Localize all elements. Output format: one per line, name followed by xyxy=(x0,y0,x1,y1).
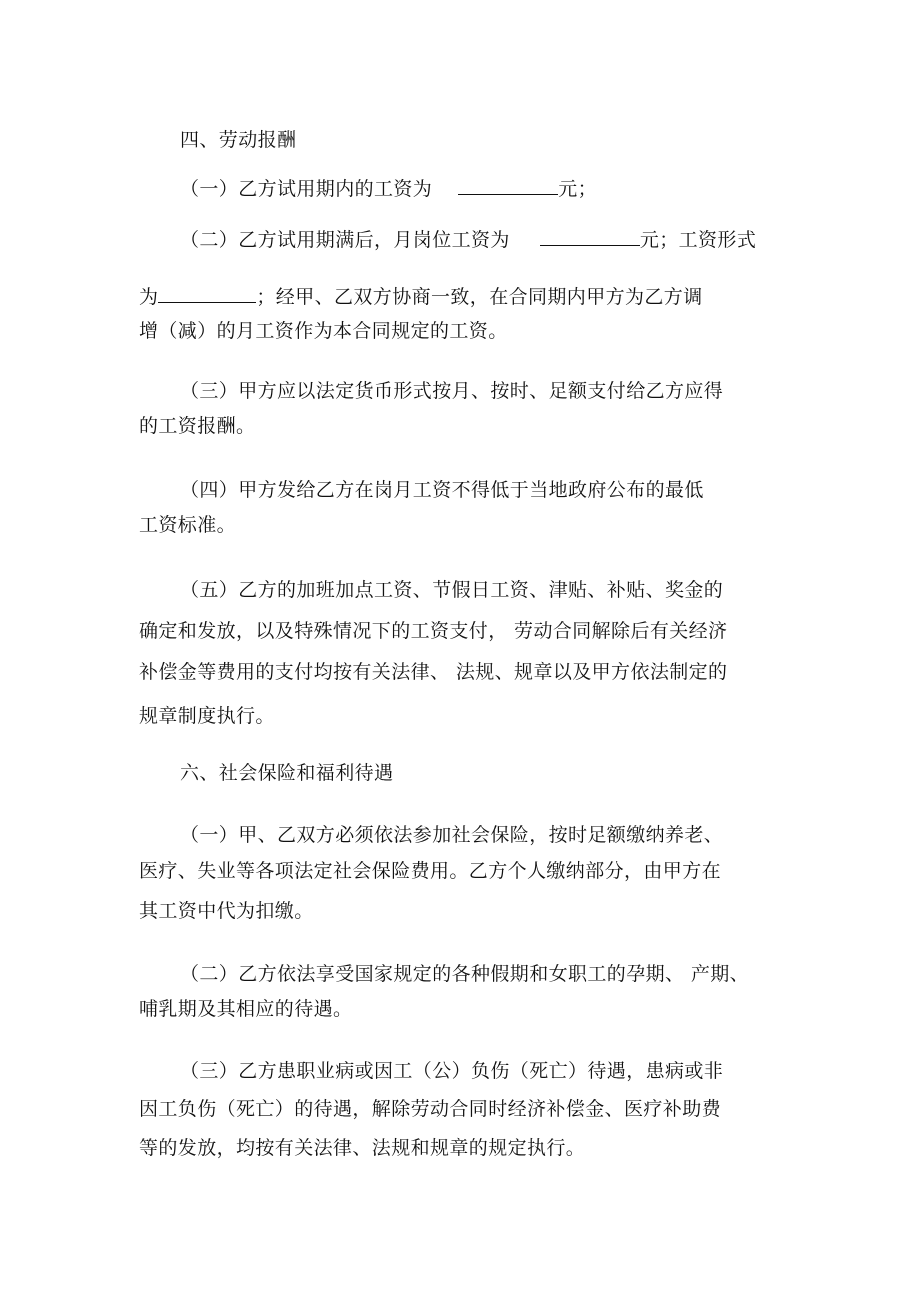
paragraph-leave-line1: （二）乙方依法享受国家规定的各种假期和女职工的孕期、 产期、 xyxy=(180,963,750,985)
paragraph-overtime-line1: （五）乙方的加班加点工资、节假日工资、津贴、补贴、奖金的 xyxy=(180,579,724,601)
paragraph-leave-line2: 哺乳期及其相应的待遇。 xyxy=(139,998,353,1020)
paragraph-post-salary-line2: 为 ；经甲、乙双方协商一致，在合同期内甲方为乙方调 xyxy=(139,286,703,308)
section-heading-social-insurance xyxy=(180,761,393,785)
heading-text: 六、社会保险和福利待遇 xyxy=(180,762,394,784)
paragraph-insurance-line2: 医疗、失业等各项法定社会保险费用。乙方个人缴纳部分，由甲方在 xyxy=(139,860,722,882)
paragraph-overtime-line2: 确定和发放，以及特殊情况下的工资支付， 劳动合同解除后有关经济 xyxy=(139,620,728,642)
paragraph-insurance-line3: 其工资中代为扣缴。 xyxy=(139,900,314,922)
paragraph-payment-line1: （三）甲方应以法定货币形式按月、按时、足额支付给乙方应得 xyxy=(180,380,724,402)
salary-form-blank[interactable] xyxy=(158,284,256,303)
paragraph-payment-line2: 的工资报酬。 xyxy=(139,415,256,437)
paragraph-insurance-line1: （一）甲、乙双方必须依法参加社会保险，按时足额缴纳养老、 xyxy=(180,824,724,846)
paragraph-overtime-line3: 补偿金等费用的支付均按有关法律、 法规、规章以及甲方依法制定的 xyxy=(139,661,728,683)
paragraph-post-salary-line1: （二）乙方试用期满后，月岗位工资为 元；工资形式 xyxy=(180,229,757,251)
paragraph-post-salary-line3: 增（减）的月工资作为本合同规定的工资。 xyxy=(139,320,508,342)
section-heading-labor-pay xyxy=(180,128,296,152)
probation-salary-blank[interactable] xyxy=(458,176,558,195)
paragraph-injury-line3: 等的发放，均按有关法律、法规和规章的规定执行。 xyxy=(139,1137,586,1159)
heading-text: 四、劳动报酬 xyxy=(180,129,297,151)
paragraph-injury-line2: 因工负伤（死亡）的待遇，解除劳动合同时经济补偿金、医疗补助费 xyxy=(139,1098,722,1120)
post-salary-blank[interactable] xyxy=(540,227,640,246)
paragraph-overtime-line4: 规章制度执行。 xyxy=(139,705,275,727)
paragraph-minimum-wage-line2: 工资标准。 xyxy=(139,514,237,536)
paragraph-minimum-wage-line1: （四）甲方发给乙方在岗月工资不得低于当地政府公布的最低 xyxy=(180,479,704,501)
paragraph-probation-salary: （一）乙方试用期内的工资为 元； xyxy=(180,178,598,200)
paragraph-injury-line1: （三）乙方患职业病或因工（公）负伤（死亡）待遇，患病或非 xyxy=(180,1060,724,1082)
